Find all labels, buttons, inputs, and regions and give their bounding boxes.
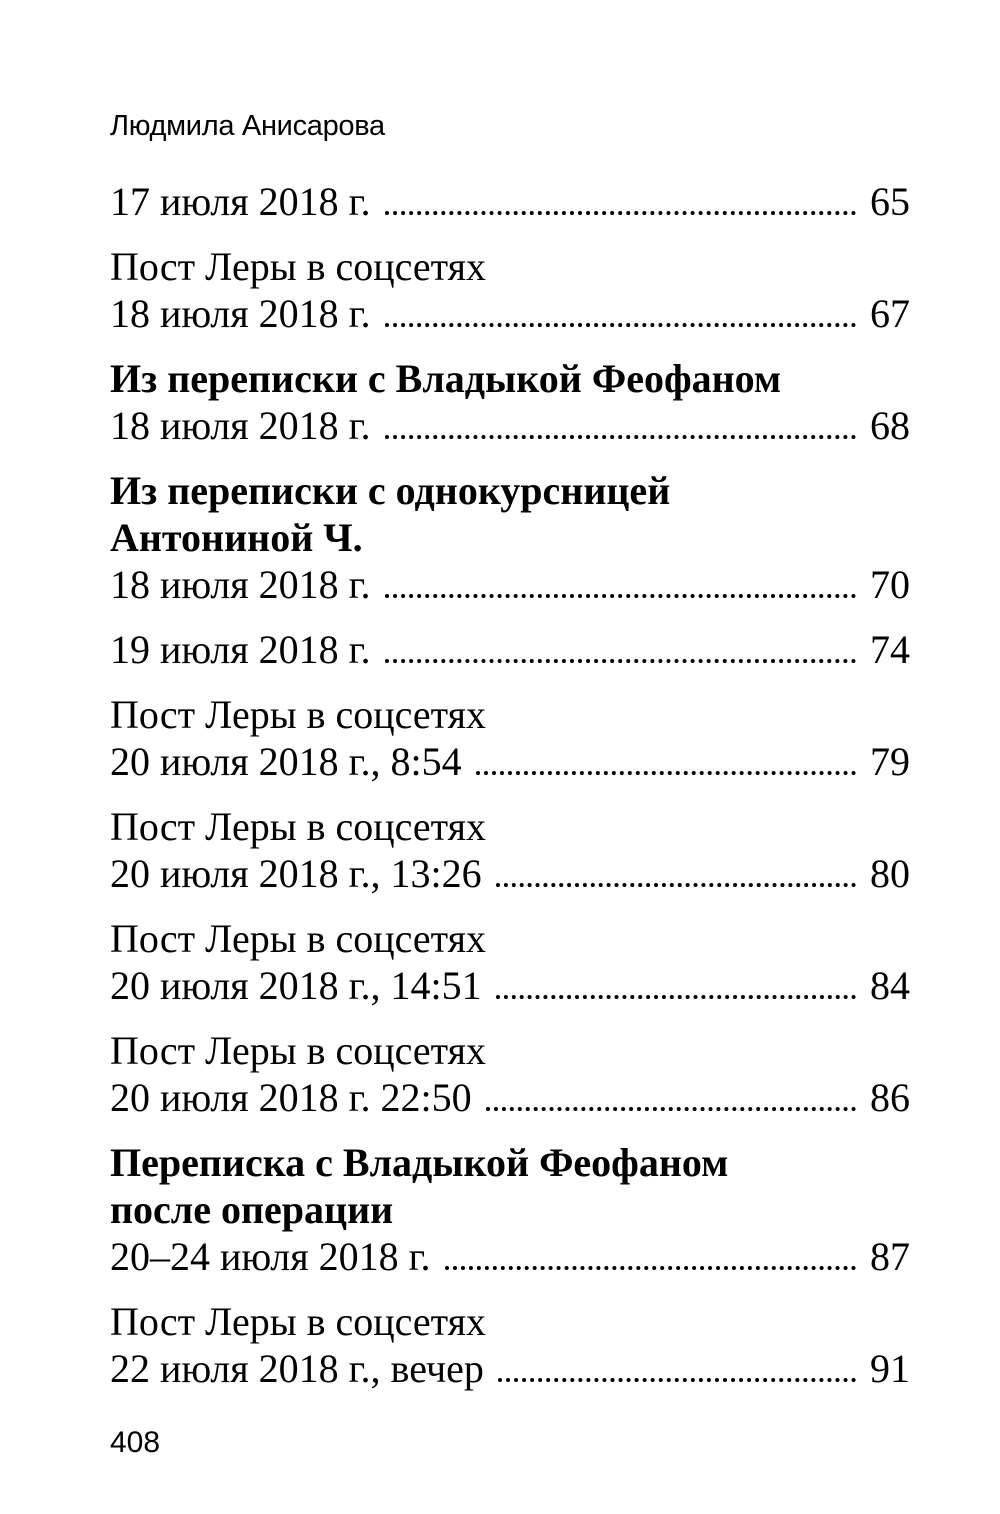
page-number: 408 [110,1426,161,1459]
toc-entry-date: 20 июля 2018 г., 13:26 [110,851,482,896]
toc-entry-heading: Пост Леры в соцсетях [110,1028,486,1073]
toc-entry-date: 20 июля 2018 г., 14:51 [110,963,482,1008]
toc-entry-date: 20 июля 2018 г., 8:54 [110,739,462,784]
toc-page-number: 68 [870,403,910,448]
toc-entry-date: 17 июля 2018 г. [110,179,371,224]
toc-entry-date: 19 июля 2018 г. [110,627,371,672]
toc-section-title: Из переписки с однокурсницей [110,468,671,513]
toc-entry [110,355,910,449]
toc-page-number: 74 [870,627,910,672]
dot-leader [385,323,856,327]
toc-leader-line [110,626,910,673]
dot-leader [498,1378,856,1382]
dot-leader [385,594,856,598]
toc-leader-line [110,850,910,897]
toc-entry [110,915,910,1009]
dot-leader [496,995,856,999]
toc-page-number: 67 [870,291,910,336]
toc-leader-line [110,738,910,785]
running-head: Людмила Анисарова [110,110,385,142]
toc-entry [110,626,910,673]
toc-entry-heading: Пост Леры в соцсетях [110,916,486,961]
dot-leader [385,435,856,439]
toc-leader-line [110,178,910,225]
toc-page-number: 84 [870,963,910,1008]
toc-entry [110,1298,910,1392]
toc-entry-heading: Пост Леры в соцсетях [110,804,486,849]
toc-entry [110,1139,910,1280]
toc-leader-line [110,402,910,449]
toc-entry [110,803,910,897]
toc-entry [110,243,910,337]
toc-page-number: 70 [870,562,910,607]
toc-page-number: 79 [870,739,910,784]
toc-entry [110,1027,910,1121]
toc-leader-line [110,962,910,1009]
toc-entry-heading: Пост Леры в соцсетях [110,244,486,289]
toc-leader-line [110,1233,910,1280]
toc-entry-date: 20 июля 2018 г. 22:50 [110,1075,472,1120]
toc-leader-line [110,1345,910,1392]
toc-entry [110,467,910,608]
table-of-contents [110,178,910,1410]
toc-leader-line [110,290,910,337]
toc-entry-date: 18 июля 2018 г. [110,291,371,336]
toc-section-title-continued: Антониной Ч. [110,515,363,560]
dot-leader [476,771,856,775]
toc-page-number: 86 [870,1075,910,1120]
dot-leader [445,1266,856,1270]
toc-entry-date: 20–24 июля 2018 г. [110,1234,431,1279]
toc-entry-heading: Пост Леры в соцсетях [110,692,486,737]
dot-leader [496,883,856,887]
toc-page-number: 65 [870,179,910,224]
toc-entry [110,178,910,225]
toc-leader-line [110,1074,910,1121]
toc-entry-heading: Пост Леры в соцсетях [110,1299,486,1344]
toc-entry-date: 18 июля 2018 г. [110,403,371,448]
toc-page-number: 80 [870,851,910,896]
toc-section-title-continued: после операции [110,1187,394,1232]
dot-leader [385,659,856,663]
toc-page-number: 87 [870,1234,910,1279]
toc-entry-date: 22 июля 2018 г., вечер [110,1346,484,1391]
toc-page-number: 91 [870,1346,910,1391]
dot-leader [486,1107,856,1111]
toc-section-title: Из переписки с Владыкой Феофаном [110,356,782,401]
dot-leader [385,211,856,215]
toc-entry [110,691,910,785]
toc-leader-line [110,561,910,608]
toc-section-title: Переписка с Владыкой Феофаном [110,1140,729,1185]
toc-entry-date: 18 июля 2018 г. [110,562,371,607]
